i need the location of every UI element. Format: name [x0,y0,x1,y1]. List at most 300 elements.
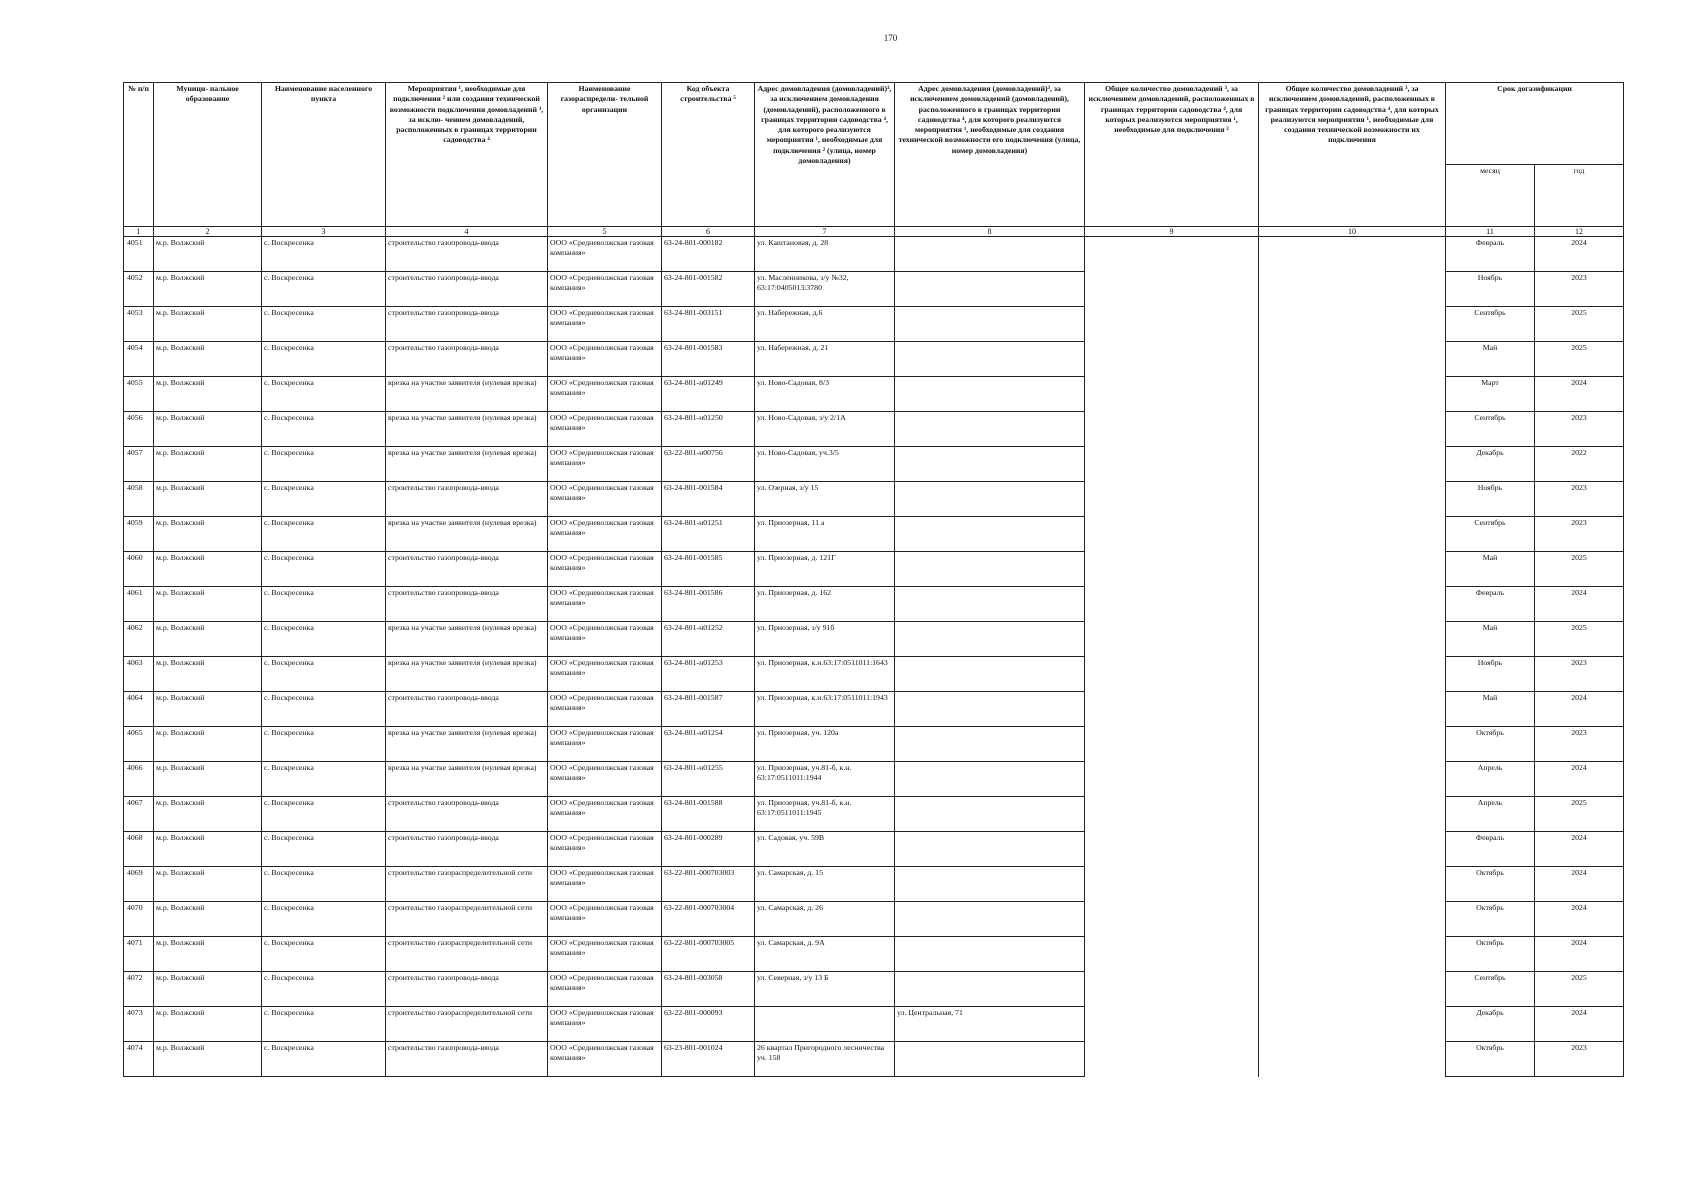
cell-municipality: м.р. Волжский [154,657,262,692]
cell-measure: строительство газопровода-ввода [386,552,548,587]
header-organization: Наименование газораспредели- тельной организации [548,83,662,227]
cell-organization: ООО «Средневолжская газовая компания» [548,1042,662,1077]
cell-total-tech [1259,517,1446,552]
cell-measure: строительство газопровода-ввода [386,587,548,622]
cell-total-connect [1085,762,1259,797]
cell-number: 4056 [124,412,154,447]
cell-address: ул. Приозерная, д. 121Г [755,552,895,587]
cell-number: 4073 [124,1007,154,1042]
cell-municipality: м.р. Волжский [154,412,262,447]
cell-number: 4060 [124,552,154,587]
cell-total-connect [1085,342,1259,377]
cell-settlement: с. Воскресенка [262,762,386,797]
cell-number: 4055 [124,377,154,412]
header-settlement: Наименование населенного пункта [262,83,386,227]
cell-year: 2023 [1535,1042,1624,1077]
cell-settlement: с. Воскресенка [262,727,386,762]
column-number: 3 [262,227,386,237]
cell-month: Сентябрь [1446,307,1535,342]
cell-object-code: 63-24-801-001588 [662,797,755,832]
cell-total-tech [1259,1042,1446,1077]
cell-object-code: 63-24-801-н01250 [662,412,755,447]
cell-object-code: 63-24-801-000182 [662,237,755,272]
cell-month: Май [1446,622,1535,657]
cell-address-tech [895,727,1085,762]
cell-total-connect [1085,272,1259,307]
cell-object-code: 63-24-801-001585 [662,552,755,587]
cell-measure: строительство газопровода-ввода [386,272,548,307]
cell-measure: строительство газопровода-ввода [386,1042,548,1077]
cell-organization: ООО «Средневолжская газовая компания» [548,937,662,972]
cell-year: 2024 [1535,692,1624,727]
cell-object-code: 63-22-801-000703003 [662,867,755,902]
cell-measure: врезка на участке заявителя (нулевая врезка) [386,657,548,692]
cell-year: 2023 [1535,657,1624,692]
cell-address: ул. Приозерная, 11 а [755,517,895,552]
cell-total-tech [1259,552,1446,587]
cell-organization: ООО «Средневолжская газовая компания» [548,692,662,727]
cell-organization: ООО «Средневолжская газовая компания» [548,307,662,342]
cell-measure: строительство газопровода-ввода [386,692,548,727]
table-row [124,552,1624,587]
cell-object-code: 63-22-801-000093 [662,1007,755,1042]
cell-address: 26 квартал Пригородного лесничества уч. 158 [755,1042,895,1077]
cell-address-tech [895,237,1085,272]
cell-total-tech [1259,657,1446,692]
header-municipality: Муници- пальное образование [154,83,262,227]
cell-year: 2024 [1535,1007,1624,1042]
table-row [124,832,1624,867]
table-row [124,447,1624,482]
cell-settlement: с. Воскресенка [262,1007,386,1042]
table-row [124,937,1624,972]
cell-municipality: м.р. Волжский [154,762,262,797]
cell-municipality: м.р. Волжский [154,552,262,587]
cell-month: Октябрь [1446,727,1535,762]
cell-address: ул. Ново-Садовая, 8/3 [755,377,895,412]
cell-municipality: м.р. Волжский [154,622,262,657]
cell-address-tech [895,1042,1085,1077]
cell-municipality: м.р. Волжский [154,517,262,552]
cell-total-connect [1085,937,1259,972]
column-number: 6 [662,227,755,237]
cell-total-connect [1085,1007,1259,1042]
cell-settlement: с. Воскресенка [262,447,386,482]
cell-settlement: с. Воскресенка [262,552,386,587]
column-number-row [124,227,1624,237]
table-row [124,237,1624,272]
cell-address: ул. Приозерная, уч.81-б, к.н. 63:17:0511011:1945 [755,797,895,832]
header-total-connect: Общее количество домовладений ³, за исключением домовладений, расположенных в границах территории садоводства ⁴, для которых реализуются мероприятия ¹, необходимые для подключения ² [1085,83,1259,227]
cell-total-connect [1085,867,1259,902]
cell-number: 4069 [124,867,154,902]
cell-object-code: 63-24-801-001584 [662,482,755,517]
cell-measure: строительство газопровода-ввода [386,482,548,517]
cell-settlement: с. Воскресенка [262,517,386,552]
table-body [124,237,1624,1077]
cell-object-code: 63-24-801-000289 [662,832,755,867]
cell-address [755,1007,895,1042]
cell-address: ул. Каштановая, д. 28 [755,237,895,272]
cell-object-code: 63-22-801-000703005 [662,937,755,972]
cell-measure: строительство газопровода-ввода [386,797,548,832]
cell-month: Октябрь [1446,902,1535,937]
cell-month: Апрель [1446,762,1535,797]
cell-number: 4064 [124,692,154,727]
table-row [124,622,1624,657]
cell-measure: строительство газораспределительной сети [386,867,548,902]
cell-number: 4071 [124,937,154,972]
cell-organization: ООО «Средневолжская газовая компания» [548,377,662,412]
cell-year: 2025 [1535,972,1624,1007]
column-number: 9 [1085,227,1259,237]
cell-year: 2022 [1535,447,1624,482]
cell-settlement: с. Воскресенка [262,622,386,657]
cell-year: 2023 [1535,272,1624,307]
cell-number: 4052 [124,272,154,307]
cell-year: 2024 [1535,377,1624,412]
cell-number: 4061 [124,587,154,622]
table-row [124,797,1624,832]
cell-total-tech [1259,972,1446,1007]
cell-municipality: м.р. Волжский [154,587,262,622]
cell-object-code: 63-24-801-н01249 [662,377,755,412]
cell-total-connect [1085,622,1259,657]
cell-total-connect [1085,377,1259,412]
header-month: месяц [1446,165,1535,227]
cell-total-connect [1085,692,1259,727]
table-row [124,727,1624,762]
cell-settlement: с. Воскресенка [262,482,386,517]
cell-measure: строительство газопровода-ввода [386,972,548,1007]
cell-organization: ООО «Средневолжская газовая компания» [548,797,662,832]
column-number: 1 [124,227,154,237]
cell-address-tech [895,832,1085,867]
cell-organization: ООО «Средневолжская газовая компания» [548,412,662,447]
cell-organization: ООО «Средневолжская газовая компания» [548,762,662,797]
table-row [124,342,1624,377]
cell-total-tech [1259,482,1446,517]
cell-municipality: м.р. Волжский [154,797,262,832]
cell-organization: ООО «Средневолжская газовая компания» [548,587,662,622]
column-number: 8 [895,227,1085,237]
cell-month: Март [1446,377,1535,412]
cell-month: Ноябрь [1446,482,1535,517]
cell-measure: строительство газопровода-ввода [386,832,548,867]
cell-address-tech: ул. Центральная, 71 [895,1007,1085,1042]
cell-settlement: с. Воскресенка [262,237,386,272]
cell-number: 4067 [124,797,154,832]
cell-year: 2023 [1535,412,1624,447]
cell-month: Октябрь [1446,1042,1535,1077]
cell-settlement: с. Воскресенка [262,902,386,937]
cell-total-tech [1259,412,1446,447]
cell-year: 2025 [1535,307,1624,342]
cell-total-tech [1259,762,1446,797]
cell-settlement: с. Воскресенка [262,692,386,727]
column-number: 5 [548,227,662,237]
cell-address-tech [895,797,1085,832]
header-measures: Мероприятия ¹, необходимые для подключения ² или создания технической возможности подключения домовладений ³, за исклю- чением домовладений, расположенных в границах территории садоводства ⁴ [386,83,548,227]
cell-measure: врезка на участке заявителя (нулевая врезка) [386,377,548,412]
cell-year: 2024 [1535,867,1624,902]
table-row [124,272,1624,307]
cell-object-code: 63-24-801-н01253 [662,657,755,692]
cell-organization: ООО «Средневолжская газовая компания» [548,272,662,307]
cell-year: 2025 [1535,342,1624,377]
cell-object-code: 63-24-801-н01254 [662,727,755,762]
cell-total-tech [1259,797,1446,832]
cell-address-tech [895,552,1085,587]
cell-measure: строительство газопровода-ввода [386,307,548,342]
cell-address-tech [895,377,1085,412]
cell-total-connect [1085,307,1259,342]
cell-total-tech [1259,447,1446,482]
table-row [124,517,1624,552]
cell-organization: ООО «Средневолжская газовая компания» [548,1007,662,1042]
cell-object-code: 63-22-801-000703004 [662,902,755,937]
cell-municipality: м.р. Волжский [154,1042,262,1077]
cell-municipality: м.р. Волжский [154,692,262,727]
cell-address: ул. Приозерная, уч. 120а [755,727,895,762]
column-number: 7 [755,227,895,237]
cell-settlement: с. Воскресенка [262,797,386,832]
cell-address: ул. Ново-Садовая, з/у 2/1А [755,412,895,447]
cell-total-connect [1085,727,1259,762]
cell-municipality: м.р. Волжский [154,867,262,902]
cell-year: 2023 [1535,482,1624,517]
cell-number: 4051 [124,237,154,272]
cell-total-connect [1085,657,1259,692]
cell-total-connect [1085,552,1259,587]
cell-total-connect [1085,587,1259,622]
header-address: Адрес домовладения (домовладений)³, за исключением домовладения (домовладений), расположенного в границах территории садоводства ⁴, для которого реализуются мероприятия ¹, необходимые для подключения ² (улица, номер домовладения) [755,83,895,227]
cell-measure: врезка на участке заявителя (нулевая врезка) [386,517,548,552]
header-object-code: Код объекта строительства ⁵ [662,83,755,227]
cell-number: 4058 [124,482,154,517]
cell-total-tech [1259,902,1446,937]
cell-total-connect [1085,482,1259,517]
cell-object-code: 63-24-801-001587 [662,692,755,727]
cell-object-code: 63-24-801-н01251 [662,517,755,552]
cell-address-tech [895,902,1085,937]
cell-address: ул. Набережная, д.6 [755,307,895,342]
header-term: Срок догазификации [1446,83,1624,165]
cell-number: 4057 [124,447,154,482]
cell-month: Май [1446,552,1535,587]
cell-organization: ООО «Средневолжская газовая компания» [548,727,662,762]
cell-total-connect [1085,412,1259,447]
table-row [124,902,1624,937]
cell-settlement: с. Воскресенка [262,937,386,972]
cell-organization: ООО «Средневолжская газовая компания» [548,447,662,482]
table-row [124,692,1624,727]
cell-year: 2023 [1535,517,1624,552]
cell-total-tech [1259,587,1446,622]
cell-municipality: м.р. Волжский [154,342,262,377]
cell-municipality: м.р. Волжский [154,307,262,342]
cell-municipality: м.р. Волжский [154,902,262,937]
column-number: 11 [1446,227,1535,237]
cell-municipality: м.р. Волжский [154,237,262,272]
cell-month: Ноябрь [1446,272,1535,307]
column-number: 2 [154,227,262,237]
cell-settlement: с. Воскресенка [262,307,386,342]
cell-organization: ООО «Средневолжская газовая компания» [548,342,662,377]
column-number: 12 [1535,227,1624,237]
cell-settlement: с. Воскресенка [262,1042,386,1077]
cell-object-code: 63-22-801-н00756 [662,447,755,482]
cell-address-tech [895,587,1085,622]
cell-total-connect [1085,517,1259,552]
cell-settlement: с. Воскресенка [262,272,386,307]
cell-measure: строительство газораспределительной сети [386,937,548,972]
table-row [124,762,1624,797]
table-row [124,587,1624,622]
cell-address-tech [895,657,1085,692]
table-row [124,972,1624,1007]
cell-total-connect [1085,447,1259,482]
cell-address-tech [895,447,1085,482]
table-row [124,307,1624,342]
table-row [124,1042,1624,1077]
cell-month: Ноябрь [1446,657,1535,692]
cell-address-tech [895,937,1085,972]
cell-address: ул. Набережная, д. 21 [755,342,895,377]
cell-measure: строительство газораспределительной сети [386,902,548,937]
cell-total-tech [1259,692,1446,727]
cell-total-tech [1259,1007,1446,1042]
cell-month: Февраль [1446,587,1535,622]
cell-total-connect [1085,902,1259,937]
cell-year: 2024 [1535,237,1624,272]
cell-organization: ООО «Средневолжская газовая компания» [548,657,662,692]
table-row [124,867,1624,902]
gasification-table [123,82,1624,1077]
cell-month: Май [1446,692,1535,727]
cell-address: ул. Приозерная, уч.81-б, к.н. 63:17:0511011:1944 [755,762,895,797]
cell-total-connect [1085,797,1259,832]
cell-number: 4059 [124,517,154,552]
cell-municipality: м.р. Волжский [154,272,262,307]
table-row [124,377,1624,412]
cell-municipality: м.р. Волжский [154,727,262,762]
cell-organization: ООО «Средневолжская газовая компания» [548,867,662,902]
header-year: год [1535,165,1624,227]
cell-organization: ООО «Средневолжская газовая компания» [548,902,662,937]
table-row [124,412,1624,447]
cell-municipality: м.р. Волжский [154,1007,262,1042]
cell-year: 2025 [1535,552,1624,587]
cell-year: 2025 [1535,797,1624,832]
cell-year: 2023 [1535,727,1624,762]
cell-address-tech [895,762,1085,797]
table-row [124,1007,1624,1042]
cell-address-tech [895,622,1085,657]
cell-month: Сентябрь [1446,972,1535,1007]
cell-object-code: 63-24-801-н01255 [662,762,755,797]
cell-month: Май [1446,342,1535,377]
cell-total-tech [1259,377,1446,412]
cell-year: 2024 [1535,832,1624,867]
cell-number: 4074 [124,1042,154,1077]
table-header [124,83,1624,237]
cell-settlement: с. Воскресенка [262,587,386,622]
cell-address: ул. Приозерная, к.н.63:17:0511011:1943 [755,692,895,727]
cell-organization: ООО «Средневолжская газовая компания» [548,517,662,552]
cell-organization: ООО «Средневолжская газовая компания» [548,237,662,272]
cell-number: 4053 [124,307,154,342]
header-address-tech: Адрес домовладения (домовладений)³, за исключением домовладений (домовладений), расположенного в границах территории садоводства ⁴, для которого реализуются мероприятия ¹, необходимые для создания технической возможности его подключения (улица, номер домовладения) [895,83,1085,227]
cell-organization: ООО «Средневолжская газовая компания» [548,482,662,517]
cell-address-tech [895,517,1085,552]
cell-address: ул. Самарская, д. 15 [755,867,895,902]
cell-settlement: с. Воскресенка [262,412,386,447]
cell-municipality: м.р. Волжский [154,377,262,412]
cell-month: Октябрь [1446,937,1535,972]
cell-address: ул. Приозерная, з/у 91б [755,622,895,657]
cell-month: Сентябрь [1446,412,1535,447]
cell-total-tech [1259,237,1446,272]
cell-number: 4072 [124,972,154,1007]
cell-address: ул. Озерная, з/у 15 [755,482,895,517]
cell-total-connect [1085,832,1259,867]
cell-object-code: 63-24-801-н01252 [662,622,755,657]
cell-settlement: с. Воскресенка [262,972,386,1007]
cell-address: ул. Северная, з/у 13 Б [755,972,895,1007]
cell-settlement: с. Воскресенка [262,657,386,692]
cell-total-tech [1259,727,1446,762]
column-number: 4 [386,227,548,237]
cell-address-tech [895,972,1085,1007]
cell-object-code: 63-24-801-001583 [662,342,755,377]
cell-organization: ООО «Средневолжская газовая компания» [548,552,662,587]
cell-address: ул. Самарская, д. 9А [755,937,895,972]
cell-object-code: 63-24-801-001586 [662,587,755,622]
cell-municipality: м.р. Волжский [154,832,262,867]
cell-total-tech [1259,832,1446,867]
cell-measure: врезка на участке заявителя (нулевая врезка) [386,447,548,482]
cell-measure: врезка на участке заявителя (нулевая врезка) [386,412,548,447]
cell-settlement: с. Воскресенка [262,832,386,867]
cell-year: 2024 [1535,902,1624,937]
cell-municipality: м.р. Волжский [154,972,262,1007]
cell-number: 4054 [124,342,154,377]
cell-total-tech [1259,867,1446,902]
cell-number: 4066 [124,762,154,797]
cell-number: 4062 [124,622,154,657]
cell-municipality: м.р. Волжский [154,482,262,517]
cell-total-tech [1259,622,1446,657]
cell-address-tech [895,412,1085,447]
cell-address: ул. Самарская, д. 26 [755,902,895,937]
cell-number: 4070 [124,902,154,937]
cell-month: Декабрь [1446,447,1535,482]
cell-measure: строительство газопровода-ввода [386,342,548,377]
cell-month: Апрель [1446,797,1535,832]
cell-object-code: 63-23-801-001024 [662,1042,755,1077]
cell-year: 2024 [1535,587,1624,622]
cell-month: Декабрь [1446,1007,1535,1042]
cell-measure: врезка на участке заявителя (нулевая врезка) [386,622,548,657]
cell-month: Февраль [1446,832,1535,867]
cell-address: ул. Садовая, уч. 59В [755,832,895,867]
cell-total-connect [1085,972,1259,1007]
cell-settlement: с. Воскресенка [262,342,386,377]
cell-month: Октябрь [1446,867,1535,902]
cell-year: 2024 [1535,937,1624,972]
cell-organization: ООО «Средневолжская газовая компания» [548,832,662,867]
